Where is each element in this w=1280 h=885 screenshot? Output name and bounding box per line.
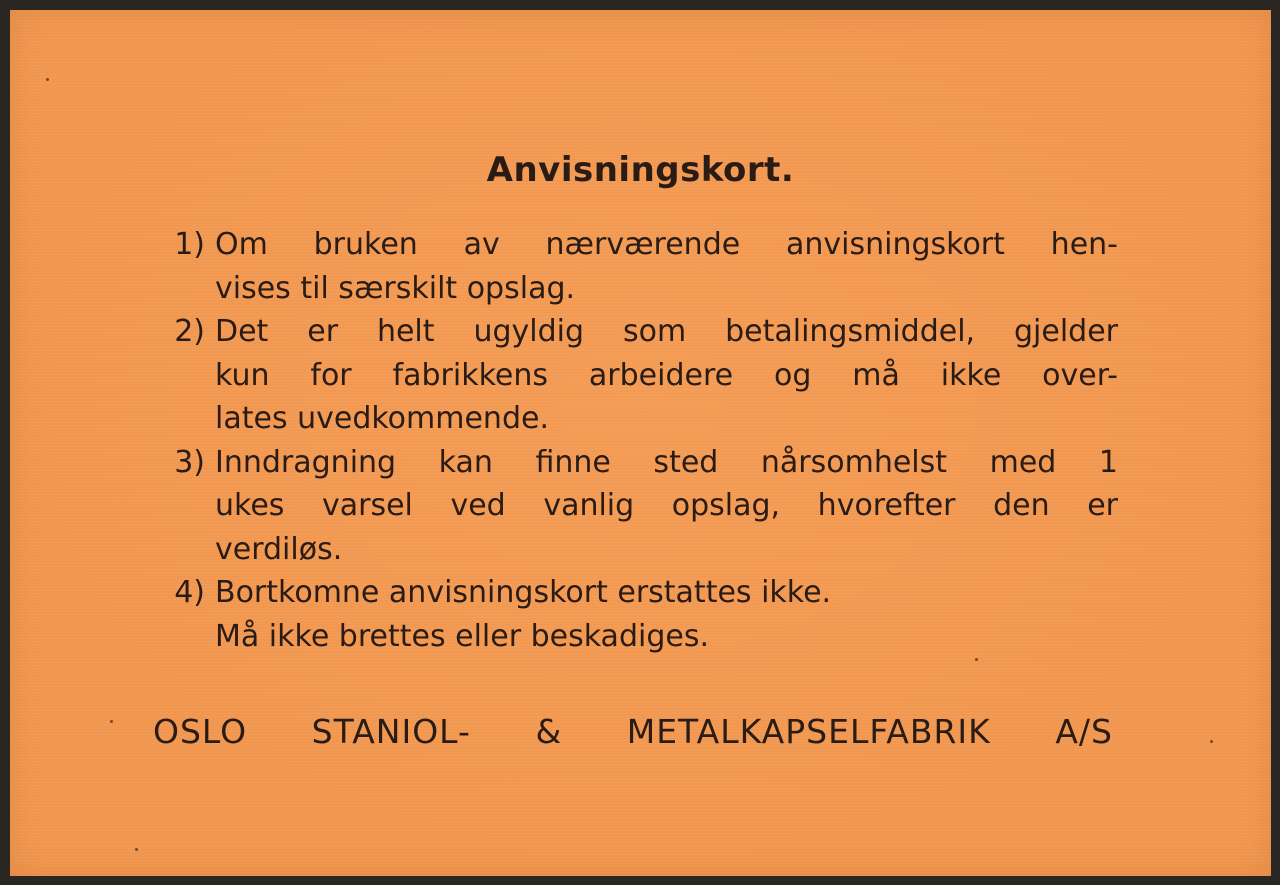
rule-line: verdiløs. <box>215 531 343 567</box>
rule-item-3 <box>158 441 1118 572</box>
rule-line: Det er helt ugyldig som betalingsmiddel, gjelder <box>215 314 1118 349</box>
ink-speck <box>110 720 113 723</box>
rule-number: 1) <box>174 227 205 262</box>
rule-text <box>215 223 1118 310</box>
rule-line: Må ikke brettes eller beskadiges. <box>215 618 709 654</box>
company-name: OSLO STANIOL- & METALKAPSELFABRIK A/S <box>153 712 1113 751</box>
rule-line: Inndragning kan finne sted nårsomhelst med 1 <box>215 444 1118 480</box>
rule-line: lates uvedkommende. <box>215 401 549 436</box>
rule-line: kun for fabrikkens arbeidere og må ikke over- <box>215 357 1118 393</box>
rule-line: Om bruken av nærværende anvisningskort hen- <box>215 227 1118 262</box>
rule-line: vises til særskilt opslag. <box>215 270 576 306</box>
voucher-card <box>10 10 1271 876</box>
rule-line: ukes varsel ved vanlig opslag, hvorefter den er <box>215 488 1118 523</box>
rule-item-1 <box>158 223 1118 310</box>
rules-list <box>158 223 1118 658</box>
rule-text <box>215 571 1118 658</box>
rule-text <box>215 441 1118 572</box>
rule-number: 2) <box>174 314 205 349</box>
rule-number: 3) <box>174 444 205 480</box>
ink-speck <box>1210 740 1213 743</box>
rule-item-2 <box>158 310 1118 441</box>
rule-line: Bortkomne anvisningskort erstattes ikke. <box>215 575 832 610</box>
rule-text <box>215 310 1118 441</box>
ink-speck <box>46 78 49 81</box>
ink-speck <box>135 848 138 851</box>
card-title: Anvisningskort. <box>486 150 795 190</box>
ink-speck <box>975 658 978 661</box>
rule-item-4 <box>158 571 1118 658</box>
rule-number: 4) <box>174 575 205 610</box>
